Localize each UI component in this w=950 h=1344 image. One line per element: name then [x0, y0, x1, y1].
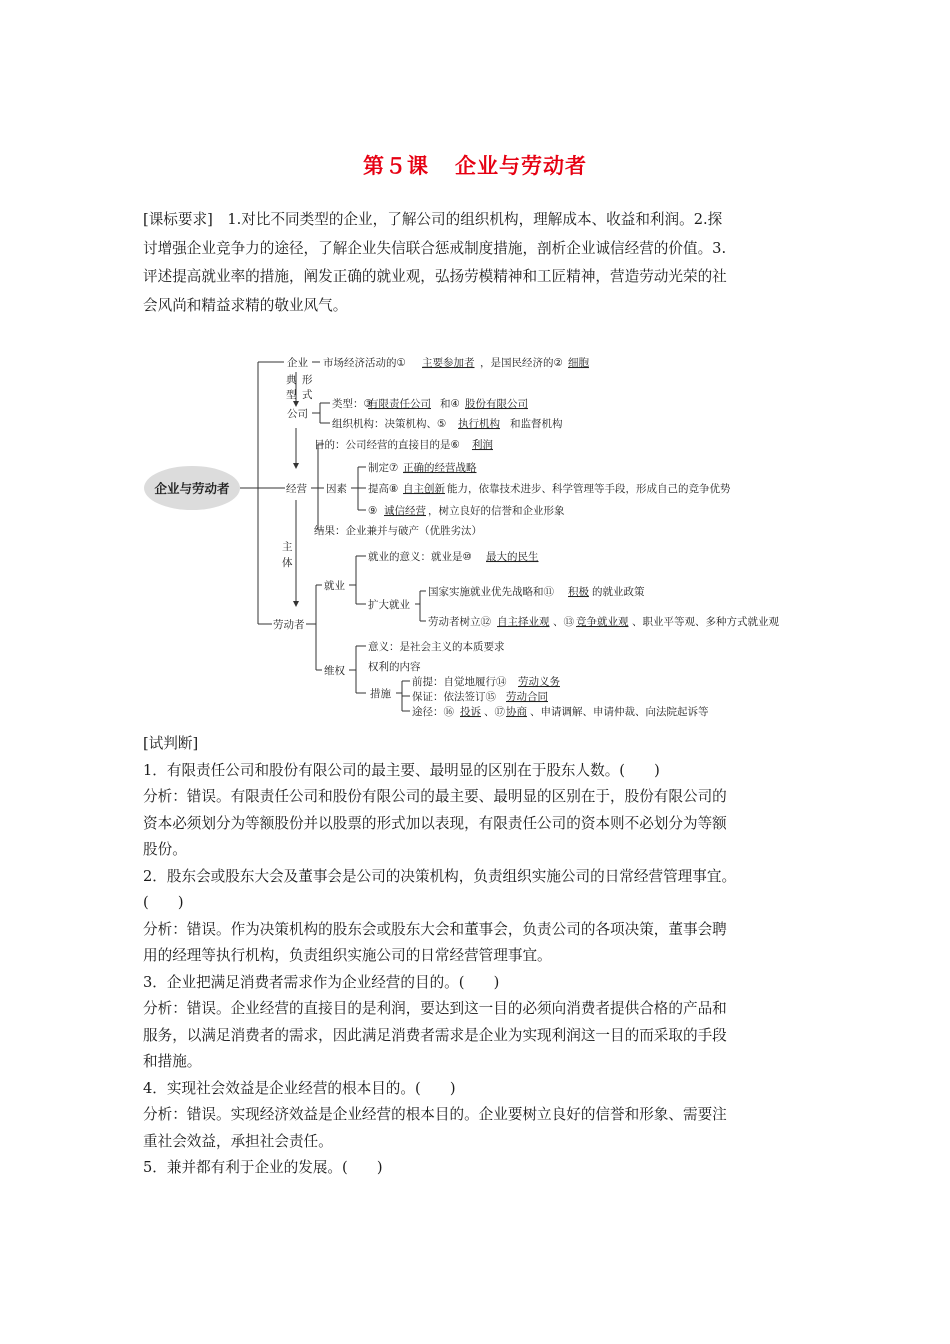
text-line: 讨增强企业竞争力的途径，了解企业失信联合惩戒制度措施，剖析企业诚信经营的价值。3.	[143, 239, 727, 257]
judge-line: 和措施。	[143, 1053, 202, 1070]
ys1-a: 制定⑦	[368, 462, 399, 474]
judge-line: 1．有限责任公司和股份有限公司的最主要、最明显的区别在于股东人数。( )	[143, 761, 660, 779]
jy-goal-a: 目的：公司经营的直接目的是⑥	[314, 439, 460, 451]
cs1-a: 前提：自觉地履行⑭	[412, 676, 507, 688]
answer-1: 主要参加者	[422, 357, 475, 369]
ys3-a: ⑨	[368, 505, 378, 517]
judge-line: 2．股东会或股东大会及董事会是公司的决策机构，负责组织实施公司的日常经营管理事宜。	[143, 867, 737, 885]
text-line: 评述提高就业率的措施，阐发正确的就业观，弘扬劳模精神和工匠精神，营造劳动光荣的社	[143, 268, 727, 285]
answer-13: 竞争就业观	[576, 616, 629, 628]
kd1-a: 国家实施就业优先战略和⑪	[428, 586, 554, 598]
judge-line: 服务，以满足消费者的需求，因此满足消费者需求是企业为实现利润这一目的而采取的手段	[143, 1026, 727, 1044]
answer-5: 执行机构	[458, 418, 500, 430]
node-yinsu: 因素	[326, 483, 347, 495]
kd2-c: 、职业平等观、多种方式就业观	[632, 616, 779, 628]
answer-6: 利润	[472, 439, 493, 451]
cs3-b: 、⑰	[484, 706, 505, 718]
ys2-b: 能力，依靠技术进步、科学管理等手段，形成自己的竞争优势	[447, 483, 731, 495]
judge-line: ( )	[143, 894, 184, 911]
jy-result: 结果：企业兼并与破产（优胜劣汰）	[314, 525, 482, 537]
gs-org-a: 组织机构：决策机构、⑤	[332, 418, 447, 430]
text-line: 会风尚和精益求精的敬业风气。	[143, 296, 348, 314]
node-jiuye: 就业	[324, 580, 345, 592]
jy-mean-a: 就业的意义：就业是⑩	[368, 551, 472, 563]
judge-line: 分析：错误。企业经营的直接目的是利润，要达到这一目的必须向消费者提供合格的产品和	[143, 1000, 727, 1017]
ys3-b: ，树立良好的信誉和企业形象	[428, 505, 565, 517]
judge-line: 分析：错误。作为决策机构的股东会或股东大会和董事会，负责公司的各项决策，董事会聘	[143, 920, 727, 938]
answer-10: 最大的民生	[486, 551, 539, 563]
judge-line: 5．兼并都有利于企业的发展。( )	[143, 1159, 383, 1176]
judge-heading: [试判断]	[143, 735, 199, 752]
label-zhuti-2: 体	[282, 557, 293, 569]
answer-9: 诚信经营	[384, 505, 426, 517]
node-kuoda: 扩大就业	[368, 599, 410, 611]
kd2-a: 劳动者树立⑫	[428, 616, 491, 628]
cs3-a: 途径：⑯	[412, 706, 454, 718]
judge-line: 用的经理等执行机构，负责组织实施公司的日常经营管理事宜。	[143, 947, 552, 964]
answer-3: 有限责任公司	[368, 398, 431, 410]
wq-mean: 意义：是社会主义的本质要求	[368, 641, 505, 653]
kd2-b: 、⑬	[553, 616, 574, 628]
label-dianxing-1: 典	[286, 374, 297, 386]
text-line: [课标要求] 1.对比不同类型的企业，了解公司的组织机构，理解成本、收益和利润。2.探	[143, 211, 723, 228]
answer-14: 劳动义务	[518, 676, 560, 688]
judge-line: 4．实现社会效益是企业经营的根本目的。( )	[143, 1079, 456, 1097]
label-xingshi-2: 式	[302, 389, 313, 401]
judge-line: 资本必须划分为等额股份并以股票的形式加以表现，有限责任公司的资本则不必划分为等额	[143, 814, 727, 832]
node-jingying: 经营	[286, 483, 307, 495]
judge-line: 股份。	[143, 841, 187, 858]
gs-type-a: 类型：③	[332, 398, 373, 410]
answer-16: 投诉	[460, 706, 481, 718]
judge-line: 分析：错误。实现经济效益是企业经营的根本目的。企业要树立良好的信誉和形象、需要注	[143, 1106, 727, 1123]
hub-label: 企业与劳动者	[154, 481, 230, 496]
qiye-desc-a: 市场经济活动的①	[323, 357, 406, 369]
node-cuoshi: 措施	[370, 688, 391, 700]
lesson-name: 企业与劳动者	[455, 154, 587, 178]
gs-org-b: 和监督机构	[510, 418, 563, 430]
node-gongsi: 公司	[287, 408, 308, 420]
label-zhuti-1: 主	[282, 541, 293, 553]
answer-4: 股份有限公司	[465, 398, 528, 410]
answer-8: 自主创新	[403, 483, 445, 495]
answer-15: 劳动合同	[506, 691, 548, 703]
cs2-a: 保证：依法签订⑮	[412, 691, 496, 703]
judge-line: 分析：错误。有限责任公司和股份有限公司的最主要、最明显的区别在于，股份有限公司的	[143, 788, 727, 805]
ys2-a: 提高⑧	[368, 483, 399, 495]
judge-section	[143, 731, 813, 1182]
lesson-number: 第５课	[363, 154, 429, 178]
answer-7: 正确的经营战略	[403, 462, 477, 474]
judge-line: 3．企业把满足消费者需求作为企业经营的目的。( )	[143, 973, 500, 991]
answer-2: 细胞	[568, 357, 589, 369]
answer-12: 自主择业观	[497, 616, 550, 628]
qiye-desc-b: ，是国民经济的②	[480, 357, 563, 369]
judge-line: 重社会效益，承担社会责任。	[143, 1132, 333, 1150]
node-laodongzhe: 劳动者	[273, 619, 305, 631]
label-xingshi-1: 形	[302, 374, 313, 386]
gs-type-b: 和④	[440, 398, 460, 410]
cs3-c: 、申请调解、申请仲裁、向法院起诉等	[530, 706, 709, 718]
wq-rights: 权利的内容	[368, 661, 421, 673]
answer-17: 协商	[506, 706, 527, 718]
node-weiquan: 维权	[324, 665, 345, 677]
node-qiye: 企业	[287, 357, 308, 369]
kd1-b: 的就业政策	[592, 586, 645, 598]
label-dianxing-2: 型	[286, 389, 297, 401]
answer-11: 积极	[568, 586, 589, 598]
